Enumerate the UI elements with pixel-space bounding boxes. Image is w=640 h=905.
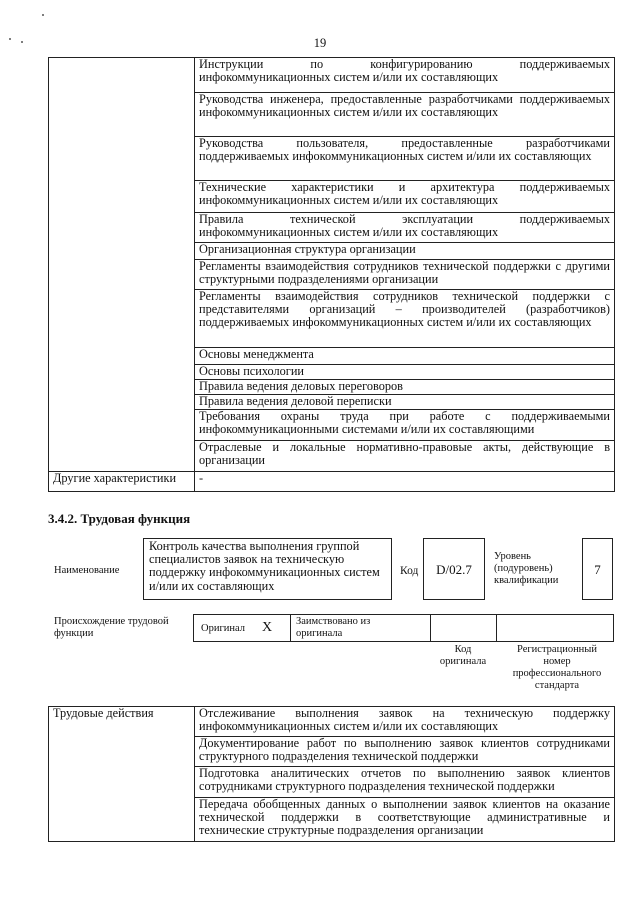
knowledge-item: Отраслевые и локальные нормативно-правовые акты, действующие в организации xyxy=(195,441,615,472)
action-item: Отслеживание выполнения заявок на техническую поддержку инфокоммуникационных систем и/или их составляющих xyxy=(195,707,615,737)
knowledge-item: Основы психологии xyxy=(195,365,615,380)
original-label: Оригинал xyxy=(201,623,245,634)
knowledge-item: Правила технической эксплуатации поддерживаемых инфокоммуникационных систем и/или их составляющих xyxy=(195,213,615,243)
action-item: Передача обобщенных данных о выполнении заявок клиентов на оказание технической поддержки в соответствующие административные и технические структурные подразделения организации xyxy=(195,798,615,842)
level-box xyxy=(582,538,613,600)
knowledge-item: Технические характеристики и архитектура поддерживаемых инфокоммуникационных систем и/или их составляющих xyxy=(195,181,615,213)
knowledge-item: Основы менеджмента xyxy=(195,348,615,365)
knowledge-item: Руководства инженера, предоставленные разработчиками поддерживаемых инфокоммуникационных систем и/или их составляющих xyxy=(195,93,615,137)
knowledge-item: Регламенты взаимодействия сотрудников технической поддержки с представителями организаций – производителей (разработчиков) поддерживаемых инфокоммуникационных систем и/или их составляющих xyxy=(195,290,615,348)
section-title: 3.4.2. Трудовая функция xyxy=(48,511,191,526)
origin-divider xyxy=(430,615,431,641)
knowledge-table xyxy=(48,57,615,492)
level-label: Уровень (подуровень) квалификации xyxy=(494,551,559,586)
name-label: Наименование xyxy=(54,565,120,576)
borrowed-label: Заимствовано из оригинала xyxy=(296,616,371,639)
action-item: Документирование работ по выполнению заявок клиентов сотрудниками структурного подразделения технической поддержки xyxy=(195,737,615,767)
code-caption: Код оригинала xyxy=(439,644,487,667)
knowledge-item: Правила ведения деловой переписки xyxy=(195,395,615,410)
actions-table xyxy=(48,706,615,842)
knowledge-item: Инструкции по конфигурированию поддерживаемых инфокоммуникационных систем и/или их составляющих xyxy=(195,58,615,93)
knowledge-item: Регламенты взаимодействия сотрудников технической поддержки с другими структурными подразделениями организации xyxy=(195,260,615,290)
origin-grid xyxy=(193,614,614,642)
origin-label: Происхождение трудовой функции xyxy=(54,616,169,639)
function-name-box xyxy=(143,538,392,600)
knowledge-item: Требования охраны труда при работе с поддерживаемыми инфокоммуникационными системами и/или их составляющими xyxy=(195,410,615,441)
knowledge-item: Организационная структура организации xyxy=(195,243,615,260)
code-box xyxy=(423,538,485,600)
other-characteristics-value: - xyxy=(195,472,615,492)
code-value: D/02.7 xyxy=(436,562,472,577)
code-label: Код xyxy=(400,565,419,577)
page-number: 19 xyxy=(313,36,327,50)
actions-label: Трудовые действия xyxy=(49,707,195,842)
knowledge-item: Руководства пользователя, предоставленные разработчиками поддерживаемых инфокоммуникационных систем и/или их составляющих xyxy=(195,137,615,181)
knowledge-item: Правила ведения деловых переговоров xyxy=(195,380,615,395)
origin-divider xyxy=(290,615,291,641)
level-value: 7 xyxy=(594,562,601,577)
other-characteristics-label: Другие характеристики xyxy=(49,472,195,492)
scan-speck xyxy=(42,14,44,16)
knowledge-label-cell xyxy=(49,58,195,472)
origin-divider xyxy=(496,615,497,641)
registration-caption: Регистрационный номер профессионального стандарта xyxy=(512,644,602,691)
original-mark: X xyxy=(262,620,273,635)
action-item: Подготовка аналитических отчетов по выполнению заявок клиентов сотрудниками структурного подразделения технической поддержки xyxy=(195,767,615,798)
function-name-value: Контроль качества выполнения группой специалистов заявок на техническую поддержку инфокоммуникационных систем и/или их составляющих xyxy=(149,539,380,593)
